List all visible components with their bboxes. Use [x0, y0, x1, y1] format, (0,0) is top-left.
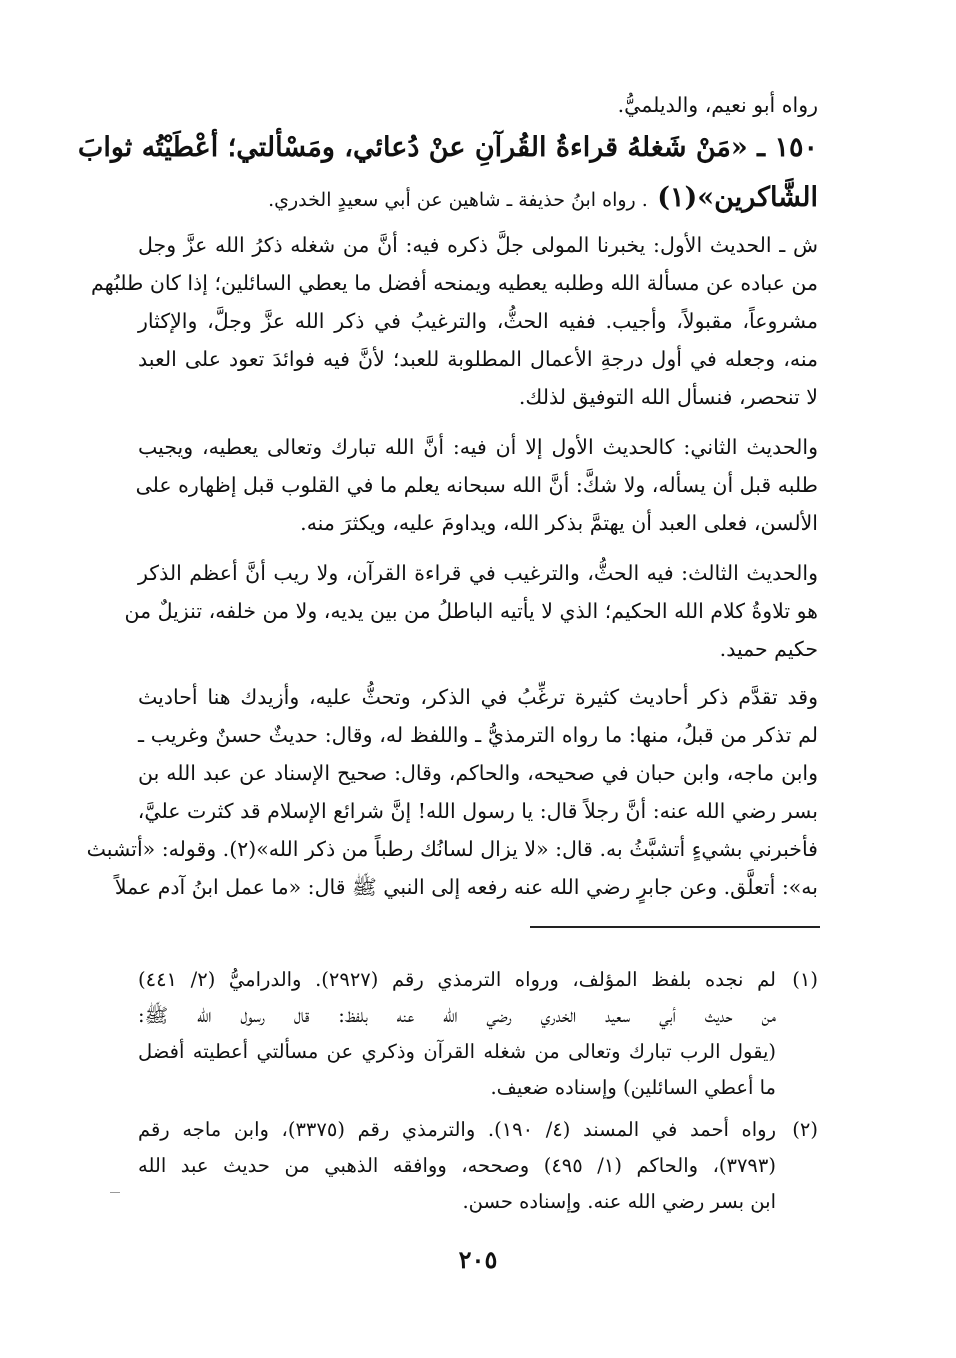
footnote-2-line: رواه أحمد في المسند (٤/ ١٩٠). والترمذي رقم (٣٣٧٥)، وابن ماجه رقم	[138, 1118, 776, 1141]
commentary-p3-line: هو تلاوةُ كلام الله الحكيم؛ الذي لا يأتيه الباطلُ من بين يديه، ولا من خلفه، تنزيلٌ من	[124, 599, 818, 623]
footnote-1-line: من حديث أبي سعيد الخدري رضي الله عنه بلفظ: قال رسول الله ﷺ:	[138, 1004, 776, 1027]
hadith-150-source: . رواه ابنُ حذيفة ـ شاهين عن أبي سعيدٍ الخدري.	[268, 189, 648, 211]
footnote-1-number: (١)	[792, 968, 818, 991]
footnote-1-line: (يقول الرب تبارك وتعالى من شغله القرآن وذكري عن مسألتي أعطيته أفضل	[138, 1040, 776, 1063]
commentary-p1-line: مشروعاً، مقبولاً، وأجيب. ففيه الحثُّ، والترغيبُ في ذكر الله عزَّ وجلَّ، والإكثار	[138, 309, 818, 333]
commentary-p1-line: منه، وجعله في أول درجةِ الأعمال المطلوبة للعبد؛ لأنَّ فيه فوائدَ تعود على العبد	[138, 347, 818, 371]
footnote-2-line: ابن بسر رضي الله عنه. وإسناده حسن.	[462, 1190, 776, 1213]
hadith-150-text-end: الشَّاكرين»(١)	[657, 182, 818, 213]
commentary-p1-line: ش ـ الحديث الأول: يخبرنا المولى جلَّ ذكره فيه: أنَّ من شغله ذكرُ الله عزَّ وجل	[138, 233, 818, 257]
footnote-divider	[530, 926, 820, 928]
scan-mark	[110, 1192, 120, 1193]
commentary-p4-line: بسر رضي الله عنه: أنَّ رجلاً قال: يا رسول الله! إنَّ شرائع الإسلام قد كثرت عليَّ،	[137, 799, 818, 823]
commentary-p2-line: الألسن، فعلى العبد أن يهتمَّ بذكر الله، ويداومَ عليه، ويكثرَ منه.	[300, 511, 818, 535]
hadith-150-line-1: ١٥٠ ـ «مَنْ شَغلهُ قراءةُ القُرآنِ عنْ دُعائي، ومَسْألتي؛ أعْطَيْتُه ثوابَ	[77, 132, 818, 163]
commentary-p1-line: لا تنحصر، فنسأل الله التوفيق لذلك.	[518, 385, 818, 409]
page-number: ٢٠٥	[458, 1245, 498, 1274]
commentary-p3-line: حكيم حميد.	[719, 637, 818, 661]
footnote-2	[138, 1112, 818, 1148]
commentary-p4-line: لم تذكر من قبلُ، منها: ما رواه الترمذيُّ ـ واللفظ له، وقال: حديثٌ حسنٌ وغريب ـ	[138, 723, 818, 747]
commentary-p2-line: طلبه قبل أن يسأله، ولا شكَّ: أنَّ الله سبحانه يعلم ما في القلوب قبل إظهاره على	[135, 473, 818, 497]
commentary-p4-line: وقد تقدَّم ذكر أحاديث كثيرة ترغِّبُ في الذكر، وتحثُّ عليه، وأزيدك هنا أحاديث	[138, 685, 818, 709]
commentary-p2-line: والحديث الثاني: كالحديث الأول إلا أن فيه: أنَّ الله تبارك وتعالى يعطيه، ويجيب	[138, 435, 818, 459]
commentary-p1-line: من عباده عن مسألة الله وطلبه يعطيه ويمنحه أفضل ما يعطي السائلين؛ إذا كان طلبُهم	[90, 271, 818, 295]
footnote-1-line: ما أعطي السائلين) وإسناده ضعيف.	[490, 1076, 776, 1099]
commentary-p4-line: به»: أتعلَّق. وعن جابرٍ رضي الله عنه رفعه إلى النبي ﷺ قال: «ما عمل ابنُ آدم عملاً	[114, 875, 818, 899]
commentary-p3-line: والحديث الثالث: فيه الحثُّ، والترغيب في قراءة القرآن، ولا ريب أنَّ أعظم الذكر	[138, 561, 818, 585]
footnote-2-line: (٣٧٩٣)، والحاكم (١/ ٤٩٥) وصححه، ووافقه الذهبي من حديث عبد الله	[138, 1154, 776, 1177]
hadith-150-line-2	[138, 176, 818, 222]
commentary-p4-line: فأخبرني بشيءٍ أتشبَّثُ به. قال: «لا يزال لسانُك رطباً من ذكر الله»(٢). وقوله: «أتشبث	[86, 837, 818, 861]
footnote-1	[138, 962, 818, 998]
footnote-2-number: (٢)	[792, 1118, 818, 1141]
footnote-1-line: لم نجده بلفظ المؤلف، ورواه الترمذي رقم (٢٩٢٧). والدراميُّ (٢/ ٤٤١)	[138, 968, 776, 991]
intro-line: رواه أبو نعيم، والديلميُّ.	[617, 93, 818, 117]
commentary-p4-line: وابن ماجه، وابن حبان في صحيحه، والحاكم، وقال: صحيح الإسناد عن عبد الله بن	[138, 761, 818, 785]
